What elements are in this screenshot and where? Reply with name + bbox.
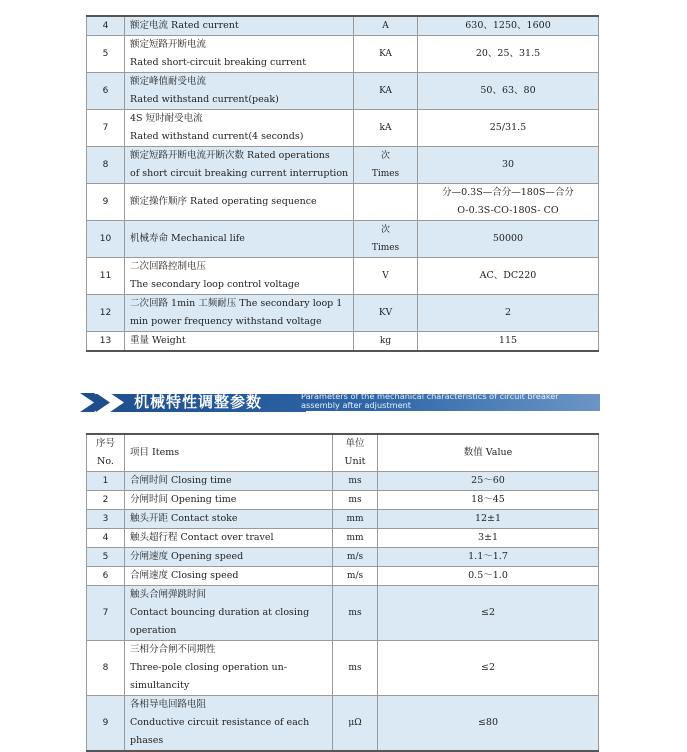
row-unit xyxy=(354,258,418,295)
header-unit-line: Unit xyxy=(344,456,366,467)
row-number: 4 xyxy=(87,16,125,36)
row-unit-line: 次 xyxy=(380,225,390,235)
header-no xyxy=(87,434,125,472)
row-item xyxy=(125,641,333,696)
row-value-line: 115 xyxy=(498,335,518,346)
row-item-line: 额定操作顺序 Rated operating sequence xyxy=(130,196,317,207)
row-item xyxy=(125,696,333,752)
row-item xyxy=(125,510,333,529)
row-value-line: O-0.3S-CO-180S- CO xyxy=(457,205,559,216)
row-number: 2 xyxy=(87,491,125,510)
row-value-line: 0.5～1.0 xyxy=(468,570,508,581)
row-item-line: 各相导电回路电阻 xyxy=(130,699,207,710)
row-number: 10 xyxy=(87,221,125,258)
row-item xyxy=(125,491,333,510)
table-row xyxy=(87,510,599,529)
row-item xyxy=(125,586,333,641)
row-value xyxy=(378,548,599,567)
row-item-line: Three-pole closing operation un-simultancity xyxy=(130,662,287,691)
row-item xyxy=(125,147,354,184)
row-number: 8 xyxy=(87,147,125,184)
row-value-line: 50000 xyxy=(492,233,524,244)
row-item-line: 4S 短时耐受电流 xyxy=(130,113,203,124)
row-unit xyxy=(354,295,418,332)
row-value-line: 分—0.3S—合分—180S—合分 xyxy=(442,187,574,198)
row-value xyxy=(418,258,599,295)
row-unit xyxy=(354,332,418,352)
row-item xyxy=(125,110,354,147)
row-item-line: 二次回路控制电压 xyxy=(130,261,207,272)
row-item-line: 合闸速度 Closing speed xyxy=(130,570,239,581)
row-item-line: 触头开距 Contact stoke xyxy=(130,513,238,524)
row-item-line: Rated withstand current(peak) xyxy=(130,94,279,105)
row-item xyxy=(125,16,354,36)
row-item-line: Conductive circuit resistance of each phases xyxy=(130,717,310,746)
row-unit-line: V xyxy=(382,271,389,281)
row-unit xyxy=(354,184,418,221)
header-value-line: 数值 Value xyxy=(463,447,513,458)
row-item-line: Contact bouncing duration at closing operation xyxy=(130,607,310,636)
row-value-line: 2 xyxy=(504,307,512,318)
row-value xyxy=(418,36,599,73)
row-item xyxy=(125,36,354,73)
row-unit xyxy=(333,529,378,548)
row-value-line: 3±1 xyxy=(477,532,499,543)
mechanical-characteristics-table xyxy=(86,433,599,752)
row-value xyxy=(378,529,599,548)
row-item xyxy=(125,567,333,586)
row-unit-line: m/s xyxy=(346,571,364,581)
table-header-row xyxy=(87,434,599,472)
row-value-line: 30 xyxy=(501,159,515,170)
row-number: 9 xyxy=(87,696,125,752)
row-value-line: 20、25、31.5 xyxy=(475,48,541,59)
row-number: 11 xyxy=(87,258,125,295)
row-value-line: ≤2 xyxy=(480,662,495,673)
table-row xyxy=(87,258,599,295)
row-item-line: 分闸时间 Opening time xyxy=(130,494,237,505)
row-number: 13 xyxy=(87,332,125,352)
header-value xyxy=(378,434,599,472)
row-item-line: 额定电流 Rated current xyxy=(130,20,239,31)
row-item xyxy=(125,258,354,295)
row-unit xyxy=(354,73,418,110)
row-item-line: 重量 Weight xyxy=(130,335,186,346)
row-unit xyxy=(354,221,418,258)
row-unit-line: mm xyxy=(346,533,364,543)
row-unit-line: mm xyxy=(346,514,364,524)
row-unit xyxy=(333,586,378,641)
row-unit-line: KA xyxy=(379,49,392,59)
row-item-line: 触头合闸弹跳时间 xyxy=(130,589,207,600)
row-item-line: 额定峰值耐受电流 xyxy=(130,76,207,87)
row-number: 6 xyxy=(87,567,125,586)
row-number: 4 xyxy=(87,529,125,548)
header-no-line: No. xyxy=(97,456,114,467)
table-row xyxy=(87,332,599,352)
row-unit-line: m/s xyxy=(346,552,364,562)
table-row xyxy=(87,641,599,696)
row-item xyxy=(125,295,354,332)
banner-title-cn: 机械特性调整参数 xyxy=(134,393,263,411)
row-item-line: of short circuit breaking current interruption xyxy=(130,168,349,179)
row-value xyxy=(418,184,599,221)
row-unit xyxy=(354,110,418,147)
row-unit-line: ms xyxy=(348,476,362,486)
table-row xyxy=(87,472,599,491)
row-value-line: 12±1 xyxy=(474,513,502,524)
row-unit xyxy=(333,696,378,752)
row-number: 1 xyxy=(87,472,125,491)
row-item xyxy=(125,332,354,352)
row-value-line: 1.1～1.7 xyxy=(468,551,508,562)
row-number: 7 xyxy=(87,586,125,641)
header-item-line: 项目 Items xyxy=(130,447,180,458)
banner-underline xyxy=(306,411,600,412)
row-number: 9 xyxy=(87,184,125,221)
row-unit-line: ms xyxy=(348,495,362,505)
row-value-line: 25/31.5 xyxy=(489,122,527,133)
row-number: 12 xyxy=(87,295,125,332)
row-item xyxy=(125,529,333,548)
row-unit xyxy=(354,16,418,36)
row-unit-line: KA xyxy=(379,86,392,96)
row-unit xyxy=(333,641,378,696)
row-unit-line: Times xyxy=(371,169,400,179)
row-unit-line: kg xyxy=(379,336,392,346)
table-row xyxy=(87,491,599,510)
row-item-line: min power frequency withstand voltage xyxy=(130,316,322,327)
row-number: 8 xyxy=(87,641,125,696)
header-no-line: 序号 xyxy=(95,438,115,449)
row-unit-line: KV xyxy=(378,308,393,318)
row-item-line: 二次回路 1min 工频耐压 The secondary loop 1 xyxy=(130,298,343,309)
row-unit-line: A xyxy=(382,21,389,31)
row-unit xyxy=(354,147,418,184)
row-value xyxy=(378,641,599,696)
row-unit-line: ms xyxy=(348,663,362,673)
table-row xyxy=(87,73,599,110)
row-value xyxy=(378,696,599,752)
row-value xyxy=(378,567,599,586)
row-number: 5 xyxy=(87,36,125,73)
row-value-line: ≤80 xyxy=(477,717,499,728)
section-banner xyxy=(80,391,600,414)
row-value xyxy=(378,510,599,529)
row-value-line: 25～60 xyxy=(471,475,505,486)
row-unit xyxy=(333,491,378,510)
row-value-line: 630、1250、1600 xyxy=(465,20,551,31)
banner-title-en: Parameters of the mechanical characteristics of circuit breaker assembly after adjustment xyxy=(301,391,559,410)
banner-chevron-icon xyxy=(80,391,126,414)
row-item-line: 分闸速度 Opening speed xyxy=(130,551,244,562)
row-value xyxy=(418,16,599,36)
row-unit-line: 次 xyxy=(380,151,390,161)
table-row xyxy=(87,110,599,147)
row-unit xyxy=(333,510,378,529)
row-item-line: The secondary loop control voltage xyxy=(130,279,300,290)
table-row xyxy=(87,586,599,641)
row-unit xyxy=(354,36,418,73)
row-unit xyxy=(333,567,378,586)
row-item xyxy=(125,221,354,258)
rated-parameters-table xyxy=(86,15,599,352)
row-value xyxy=(418,147,599,184)
table-row xyxy=(87,221,599,258)
row-item xyxy=(125,184,354,221)
table-row xyxy=(87,184,599,221)
row-unit-line: Times xyxy=(371,243,400,253)
row-value xyxy=(378,586,599,641)
row-item-line: 合闸时间 Closing time xyxy=(130,475,232,486)
row-item xyxy=(125,472,333,491)
row-item-line: 额定短路开断电流开断次数 Rated operations xyxy=(130,150,330,161)
table-row xyxy=(87,295,599,332)
row-unit xyxy=(333,472,378,491)
row-item-line: 额定短路开断电流 xyxy=(130,39,207,50)
row-value xyxy=(378,491,599,510)
table-row xyxy=(87,529,599,548)
row-value xyxy=(378,472,599,491)
row-number: 7 xyxy=(87,110,125,147)
table-row xyxy=(87,36,599,73)
table-row xyxy=(87,147,599,184)
row-value-line: AC、DC220 xyxy=(479,270,537,281)
row-unit-line: kA xyxy=(379,123,392,133)
table-row xyxy=(87,567,599,586)
row-item-line: Rated short-circuit breaking current xyxy=(130,57,307,68)
row-unit-line: μΩ xyxy=(348,718,362,728)
row-value-line: 18～45 xyxy=(471,494,505,505)
row-value xyxy=(418,221,599,258)
row-unit xyxy=(333,548,378,567)
row-item xyxy=(125,548,333,567)
header-unit xyxy=(333,434,378,472)
table-row xyxy=(87,16,599,36)
row-item-line: 触头超行程 Contact over travel xyxy=(130,532,274,543)
row-number: 5 xyxy=(87,548,125,567)
header-unit-line: 单位 xyxy=(345,438,365,449)
row-value-line: ≤2 xyxy=(480,607,495,618)
row-value xyxy=(418,73,599,110)
row-value-line: 50、63、80 xyxy=(480,85,536,96)
row-item xyxy=(125,73,354,110)
row-unit-line: ms xyxy=(348,608,362,618)
row-item-line: 机械寿命 Mechanical life xyxy=(130,233,245,244)
row-number: 6 xyxy=(87,73,125,110)
table-row xyxy=(87,696,599,752)
row-number: 3 xyxy=(87,510,125,529)
table-row xyxy=(87,548,599,567)
row-value xyxy=(418,295,599,332)
row-value xyxy=(418,110,599,147)
row-value xyxy=(418,332,599,352)
row-item-line: 三相分合闸不同期性 xyxy=(130,644,216,655)
row-item-line: Rated withstand current(4 seconds) xyxy=(130,131,304,142)
header-item xyxy=(125,434,333,472)
